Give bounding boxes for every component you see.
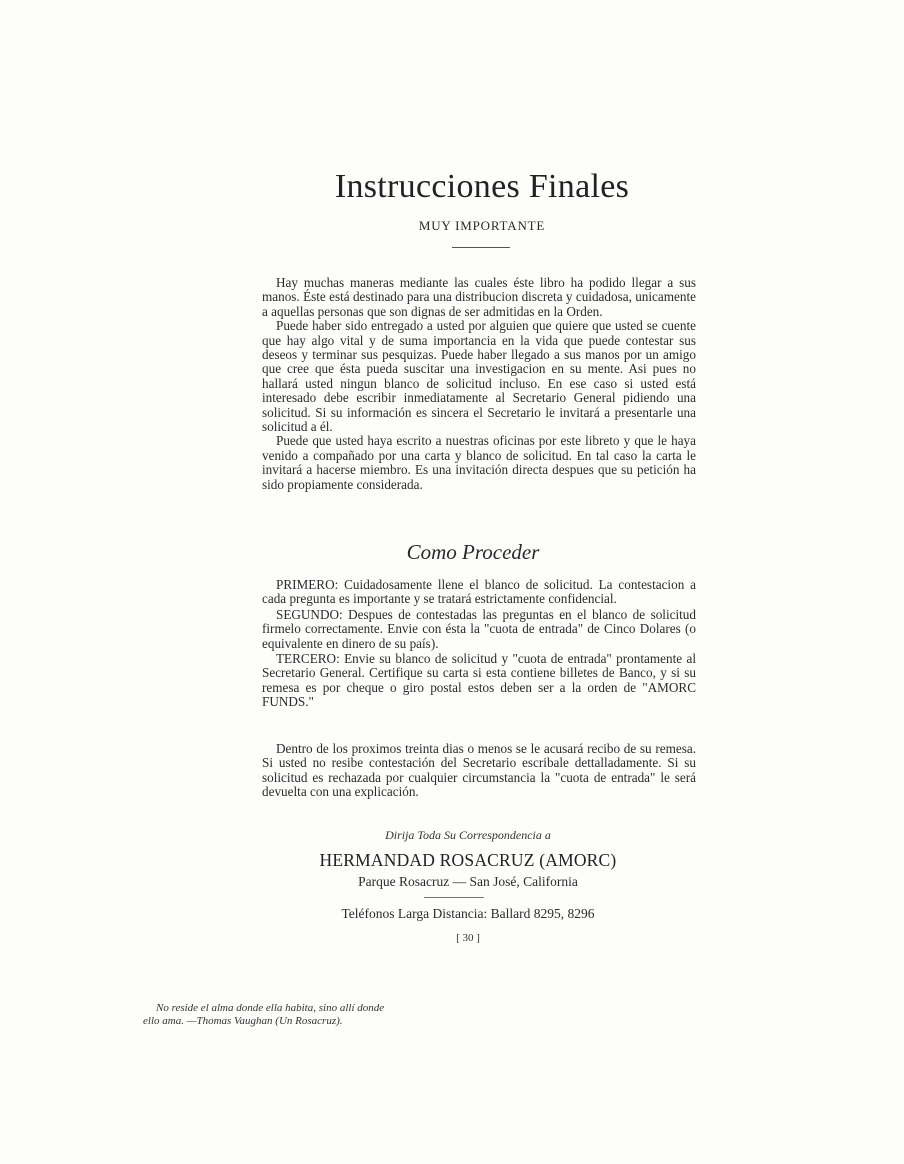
steps-section (262, 578, 696, 711)
closing-section (262, 742, 696, 800)
quote-line: ello ama. —Thomas Vaughan (Un Rosacruz). (143, 1015, 343, 1027)
step-second: SEGUNDO: Despues de contestadas las preguntas en el blanco de solicitud firmelo correctamente. Envie con ésta la "cuota de entrada" de Cinco Dolares (o equivalente en dinero de su país). (262, 606, 696, 651)
intro-paragraph: Hay muchas maneras mediante las cuales éste libro ha podido llegar a sus manos. Éste está destinado para una distribucion discreta y cuidadosa, unicamente a aquellas personas que son dignas de ser admitidas en la Orden. (262, 275, 696, 319)
page-title: Instrucciones Finales (334, 168, 630, 205)
intro-paragraph: Puede que usted haya escrito a nuestras oficinas por este libreto y que le haya venido a compañado por una carta y blanco de solicitud. En tal caso la carta le invitará a hacerse miembro. Es una invitación directa despues que su petición ha sido propiamente considerada. (262, 433, 696, 492)
intro-paragraph: Puede haber sido entregado a usted por alguien que quiere que usted se cuente que hay algo vital y de suma importancia en la vida que puede contestar sus deseos y terminar sus pesquizas. Puede haber llegado a sus manos por un amigo que cree que ésta pueda suscitar una investigacion en su mente. Asi pues no hallará usted ningun blanco de solicitud incluso. En ese caso si usted está interesado debe escribir inmediatamente al Secretario General pidiendo una solicitud. Si su información es sincera el Secretario le invitará a presentarle una solicitud a él. (262, 318, 696, 435)
title-divider (452, 247, 510, 248)
step-first: PRIMERO: Cuidadosamente llene el blanco de solicitud. La contestacion a cada pregunta es importante y se tratará estrictamente confidencial. (262, 577, 696, 607)
correspondence-label: Dirija Toda Su Correspondencia a (385, 828, 551, 842)
page-subtitle: MUY IMPORTANTE (418, 218, 546, 233)
step-third: TERCERO: Envie su blanco de solicitud y "cuota de entrada" prontamente al Secretario General. Certifique su carta si esta contiene billetes de Banco, y si su remesa es por cheque o giro postal estos deben ser a la orden de "AMORC FUNDS." (262, 651, 696, 710)
organization-name: HERMANDAD ROSACRUZ (AMORC) (319, 850, 617, 870)
intro-section (262, 276, 696, 492)
quote-line: No reside el alma donde ella habita, sino allí donde (156, 1002, 385, 1014)
footer-quote (143, 1002, 463, 1028)
closing-paragraph: Dentro de los proximos treinta dias o menos se le acusará recibo de su remesa. Si usted no resibe contestación del Secretario escribale dettalladamente. Si su solicitud es rechazada por cualquier circumstancia la "cuota de entrada" le será devuelta con una explicación. (262, 741, 696, 800)
section-heading: Como Proceder (406, 540, 540, 564)
organization-address: Parque Rosacruz — San José, California (358, 874, 578, 889)
address-divider (424, 897, 484, 898)
phone-numbers: Teléfonos Larga Distancia: Ballard 8295, 8296 (341, 906, 595, 921)
page-number: [ 30 ] (456, 932, 480, 944)
